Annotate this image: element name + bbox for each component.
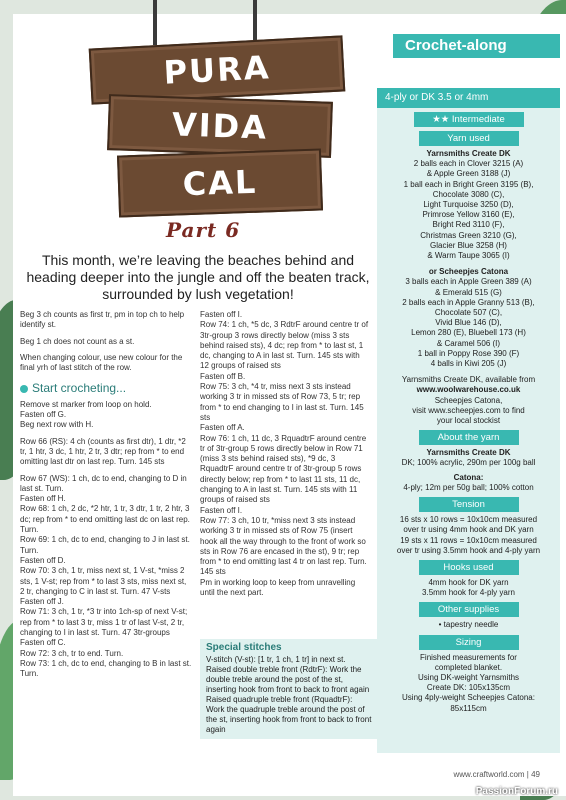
yarn-line: 4 balls in Kiwi 205 (J) [430,359,507,369]
yarn-line: Vivid Blue 146 (D), [435,318,502,328]
tension-header: Tension [419,497,519,512]
middle-column [200,310,370,598]
yarn-used-list [377,149,560,426]
row-74: Row 74: 1 ch, *5 dc, 3 RdtrF around centre tr of 3tr-group 3 rows directly below (miss 3 sts behind raised sts), 4 dc; rep from * to last st, 1 dc, changing to A in last st. Turn. 145 sts with 12 groups of raised sts [200,320,369,371]
sizing-text [377,653,560,714]
sizing-line: Create DK: 105x135cm [426,683,511,693]
instruction-line: Fasten off D. [20,555,66,565]
yarn-line: 2 balls each in Clover 3215 (A) [413,159,524,169]
row-66: Row 66 (RS): 4 ch (counts as first dtr), 1 dtr, *2 tr, 1 htr, 3 dc, 1 htr, 2 tr, 3 dtr; rep from * to end omitting last dtr on last rep. Turn. 145 sts [20,436,186,467]
yarn-line: & Apple Green 3188 (J) [426,169,511,179]
note-3: When changing colour, use new colour for the final yrh of last stitch of the row. [20,352,183,373]
part-label: Part 6 [166,218,241,242]
yarn-link[interactable]: visit www.scheepjes.com to find [412,405,525,415]
about-yarn-text [377,448,560,493]
yarn-line: Yarnsmiths Create DK, available from [401,375,536,385]
yarn-line: Bright Red 3110 (F), [432,220,505,230]
about-line: 4-ply; 12m per 50g ball; 100% cotton [403,482,534,492]
yarn-line: Chocolate 3080 (C), [432,189,505,199]
hooks-text [377,578,560,598]
sizing-line: Using 4ply-weight Scheepjes Catona: [402,693,535,703]
weight-hook-bar: 4-ply or DK 3.5 or 4mm [377,88,560,108]
row-68: Row 68: 1 ch, 2 dc, *2 htr, 1 tr, 3 dtr, 1 tr, 2 htr, 3 dc; rep from * to end omitting last dc on last rep. Turn. [20,504,190,535]
instruction-line: Fasten off H. [20,494,66,504]
special-stitches-box [200,639,378,739]
row-76: Row 76: 1 ch, 11 dc, 3 RquadtrF around centre tr of 3tr-group 5 rows directly below in Row 71 (miss 3 sts behind raised sts), *9 dc, 3 RquadtrF around centre tr of 3tr-group 5 rows directly below; rep from * to last 11 sts, 11 dc, changing to A in last st. Turn. 145 sts with 11 groups of raised sts [200,433,367,505]
page-footer: www.craftworld.com | 49 [453,770,540,779]
tension-text [377,515,560,556]
yarn-line: Chocolate 507 (C), [434,308,503,318]
yarn-line: 3 balls each in Apple Green 389 (A) [405,277,532,287]
other-supplies-text [377,620,560,630]
yarn-line: & Emerald 515 (G) [435,287,502,297]
tension-line: over tr using 3.5mm hook and 4-ply yarn [396,545,541,555]
special-stitches-title: Special stitches [206,642,282,653]
about-yarn-header: About the yarn [419,430,519,445]
instruction-line: Fasten off I. [200,505,243,515]
instruction-line: Fasten off B. [200,371,246,381]
row-77: Row 77: 3 ch, 10 tr, *miss next 3 sts instead working 3 tr in missed sts of Row 75 (insert hook all the way through to the front of work so sts in Row 76 are encased in the st), 9 tr; rep from * to end omitting last 4 tr on last rep. Turn. 145 sts [200,515,367,577]
difficulty-badge: ★★ Intermediate [414,112,524,127]
hooks-header: Hooks used [419,560,519,575]
yarn-line: 2 balls each in Apple Granny 513 (B), [402,297,535,307]
yarn-line: or Scheepjes Catona [428,267,509,277]
closing-note: Pm in working loop to keep from unravelling until the next part. [200,577,356,598]
crochet-along-banner: Crochet-along [393,34,560,58]
yarn-line: Yarnsmiths Create DK [426,149,511,158]
title-sign-line-3: CAL [117,148,323,217]
yarn-line: 1 ball in Poppy Rose 390 (F) [417,348,520,358]
yarn-line: Primrose Yellow 3160 (E), [422,210,515,220]
hooks-line: 4mm hook for DK yarn [428,577,509,587]
note-2: Beg 1 ch does not count as a st. [20,336,135,346]
row-67: Row 67 (WS): 1 ch, dc to end, changing to D in last st. Turn. [20,473,187,493]
yarn-line: Christmas Green 3210 (G), [420,230,517,240]
other-supplies-header: Other supplies [419,602,519,617]
instruction-line: Fasten off I. [200,310,243,319]
sizing-line: Finished measurements for [420,652,517,662]
instruction-line: Fasten off A. [200,423,245,433]
tension-line: 16 sts x 10 rows = 10x10cm measured [399,515,538,525]
row-69: Row 69: 1 ch, dc to end, changing to J in last st. Turn. [20,535,190,555]
row-75: Row 75: 3 ch, *4 tr, miss next 3 sts instead working 3 tr in missed sts of Row 73, 5 tr; rep from * to end changing to I in last st. Turn. 145 sts [200,382,364,422]
title-sign-line-2: VIDA [107,94,333,158]
tension-line: 19 sts x 11 rows = 10x10cm measured [400,535,537,545]
note-1: Beg 3 ch counts as first tr, pm in top ch to help identify st. [20,310,185,330]
row-71: Row 71: 3 ch, 1 tr, *3 tr into 1ch-sp of next V-st; rep from * to last 3 tr, miss 1 tr of last V-st, 2 tr, changing to I in last st. Turn. 47 3tr-groups [20,607,188,638]
instruction-line: Remove st marker from loop on hold. [20,399,152,409]
row-72: Row 72: 3 ch, tr to end. Turn. [20,648,124,658]
sign-rope-left [153,0,157,45]
supply-line: • tapestry needle [438,620,499,630]
yarn-line: Glacier Blue 3258 (H) [430,240,507,250]
special-line: Raised double treble front (RdtrF): Work the double treble around the post of the st, inserting hook from front to back to front again [206,665,370,694]
yarn-line: & Warm Taupe 3065 (I) [427,251,510,261]
row-73: Row 73: 1 ch, dc to end, changing to B in last st. Turn. [20,658,192,679]
about-line: DK; 100% acrylic, 290m per 100g ball [401,458,536,468]
sizing-line: Using DK-weight Yarnsmiths [417,672,520,682]
row-70: Row 70: 3 ch, 1 tr, miss next st, 1 V-st, *miss 2 sts, 1 V-st; rep from * to last 3 sts, miss next st, 2 tr, changing to C in last st. Turn. 47 V-sts [20,566,187,596]
start-crocheting-heading: Start crocheting... [20,383,192,393]
intro-paragraph: This month, we’re leaving the beaches behind and heading deeper into the jungle and off the beaten track, surrounded by lush vegetation! [26,252,370,302]
yarn-line: Lemon 280 (E), Bluebell 173 (H) [411,328,526,338]
info-sidebar [377,88,560,753]
watermark: PassionForum.ru [475,786,558,797]
sizing-header: Sizing [419,635,519,650]
left-column [20,310,192,680]
hooks-line: 3.5mm hook for 4-ply yarn [422,588,515,598]
about-line: Catona: [453,472,484,482]
yarn-used-header: Yarn used [419,131,519,146]
yarn-line: 1 ball each in Bright Green 3195 (B), [403,179,534,189]
special-line: V-stitch (V-st): [1 tr, 1 ch, 1 tr] in next st. [206,655,346,664]
bullet-icon [20,385,28,393]
sizing-line: 85x115cm [450,703,487,713]
about-line: Yarnsmiths Create DK [426,448,511,458]
tension-line: over tr using 4mm hook and DK yarn [403,525,534,535]
yarn-line: your local stockist [436,416,501,426]
yarn-line: & Caramel 506 (I) [436,338,501,348]
yarn-line: Scheepjes Catona, [434,395,503,405]
yarn-link[interactable]: www.woolwarehouse.co.uk [416,385,521,395]
instruction-line: Fasten off G. [20,410,67,420]
special-line: Raised quadruple treble front (RquadtrF): Work the quadruple treble around the post of the st, inserting hook from front to back to front again [206,695,372,734]
instruction-line: Fasten off J. [20,597,64,607]
yarn-line: Light Turquoise 3250 (D), [423,200,514,210]
instruction-line: Fasten off C. [20,638,66,648]
title-sign-line-1: PURA [89,35,346,104]
sign-rope-right [253,0,257,45]
instruction-line: Beg next row with H. [20,420,94,430]
sizing-line: completed blanket. [434,662,503,672]
